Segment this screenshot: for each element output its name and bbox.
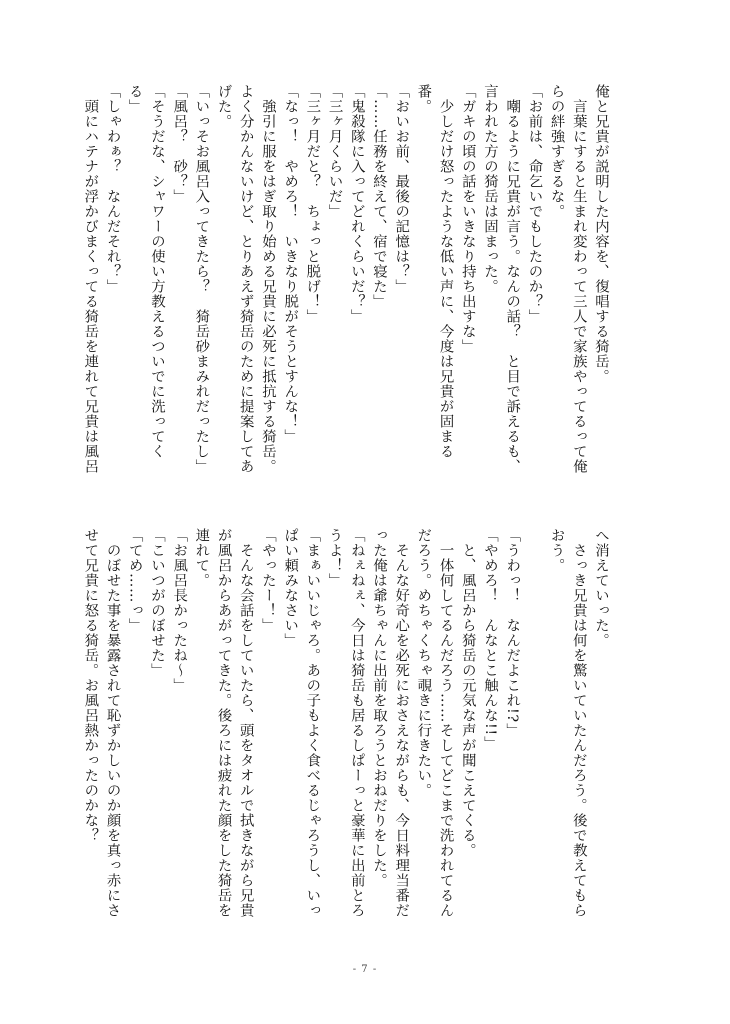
text-line: 言われた方の猗岳は固まった。: [481, 84, 498, 294]
text-line: 「三ヶ月だと？ ちょっと脱げ！」: [304, 84, 321, 324]
text-line: [523, 528, 545, 923]
text-line: 「やめろ！ んなとこ触んな!!」: [481, 528, 498, 751]
text-line: と、風呂から猗岳の元気な声が聞こえてくる。: [459, 528, 476, 858]
text-line: よく分かんないけど、とりあえず猗岳のために提案してあ: [237, 84, 254, 474]
text-line: だろう。めちゃくちゃ覗きに行きたい。: [415, 528, 432, 798]
text-line: 「風呂？ 砂？」: [171, 84, 188, 204]
text-line: 「ねぇねぇ、今日は猗岳も居るしぱーっと豪華に出前とろ: [348, 528, 365, 918]
text-line: せて兄貴に怒る猗岳。お風呂熱かったのかな？: [82, 528, 99, 843]
text-line: 「やったー！」: [259, 528, 276, 633]
page-number: - 7 -: [352, 964, 378, 975]
text-line: 「まぁいいじゃろ。あの子もよく食べるじゃろうし、いっ: [304, 528, 321, 918]
text-line: らの絆強すぎるな。: [548, 84, 565, 219]
text-line: 一体何してるんだろう……そしてどこまで洗われてるん: [437, 528, 454, 918]
text-line: 「うわっ！ なんだよこれ!?」: [504, 528, 521, 738]
text-line: 少しだけ怒ったような低い声に、今度は兄貴が固まる: [437, 84, 454, 459]
text-line: ぱい頼みなさい」: [282, 528, 299, 648]
text-line: おう。: [548, 528, 565, 573]
text-line: 「なっ！ やめろ！ いきなり脱がそうとすんな！」: [282, 84, 299, 444]
text-line: げた。: [215, 84, 232, 129]
text-line: さっき兄貴は何を驚いていたんだろう。後で教えてもら: [570, 528, 587, 918]
text-line: 「おいお前、最後の記憶は？」: [393, 84, 410, 294]
text-line: 「そうだな、シャワーの使い方教えるついでに洗ってく: [148, 84, 165, 459]
text-line: 「三ヶ月くらいだ」: [326, 84, 343, 219]
text-line: そんな会話をしていたら、頭をタオルで拭きながら兄貴: [237, 528, 254, 918]
text-line: 「しゃわぁ？ なんだそれ？」: [104, 84, 121, 294]
text-line: 「お風呂長かったね〜」: [171, 528, 188, 693]
text-line: 俺と兄貴が説明した内容を、復唱する猗岳。: [593, 84, 609, 384]
text-line: のぼせた事を暴露されて恥ずかしいのか顔を真っ赤にさ: [104, 528, 121, 918]
text-line: 番。: [415, 84, 432, 114]
text-line: 「ガキの頃の話をいきなり持ち出すな」: [459, 84, 476, 354]
text-line: 連れて。: [193, 528, 210, 588]
text-line: る」: [126, 84, 143, 114]
text-line: 「てめ……っ」: [126, 528, 143, 633]
text-line: 「こいつがのぼせた」: [148, 528, 165, 678]
text-line: った俺は爺ちゃんに出前を取ろうとおねだりをした。: [370, 528, 387, 888]
text-line: 頭にハテナが浮かびまくってる猗岳を連れて兄貴は風呂: [82, 84, 99, 474]
upper-text-block: [82, 84, 612, 479]
text-line: 嘲るように兄貴が言う。なんの話？ と目で訴えるも、: [504, 84, 521, 474]
text-line: 「お前は、命乞いでもしたのか？」: [526, 84, 543, 324]
text-line: へ消えていった。: [593, 528, 609, 648]
text-line: 「いっそお風呂入ってきたら？ 猗岳砂まみれだったし」: [193, 84, 210, 474]
text-line: そんな好奇心を必死におさえながらも、今日料理当番だ: [393, 528, 410, 918]
text-line: 「鬼殺隊に入ってどれくらいだ？」: [348, 84, 365, 324]
text-line: うよ！」: [326, 528, 343, 588]
text-line: 強引に服をはぎ取り始める兄貴に必死に抵抗する猗岳。: [259, 84, 276, 474]
text-line: 言葉にすると生まれ変わって三人で家族やってるって俺: [570, 84, 587, 474]
text-line: 「……任務を終えて、宿で寝た」: [370, 84, 387, 309]
text-line: が風呂からあがってきた。後ろには疲れた顔をした猗岳を: [215, 528, 232, 918]
lower-text-block: [82, 528, 612, 923]
